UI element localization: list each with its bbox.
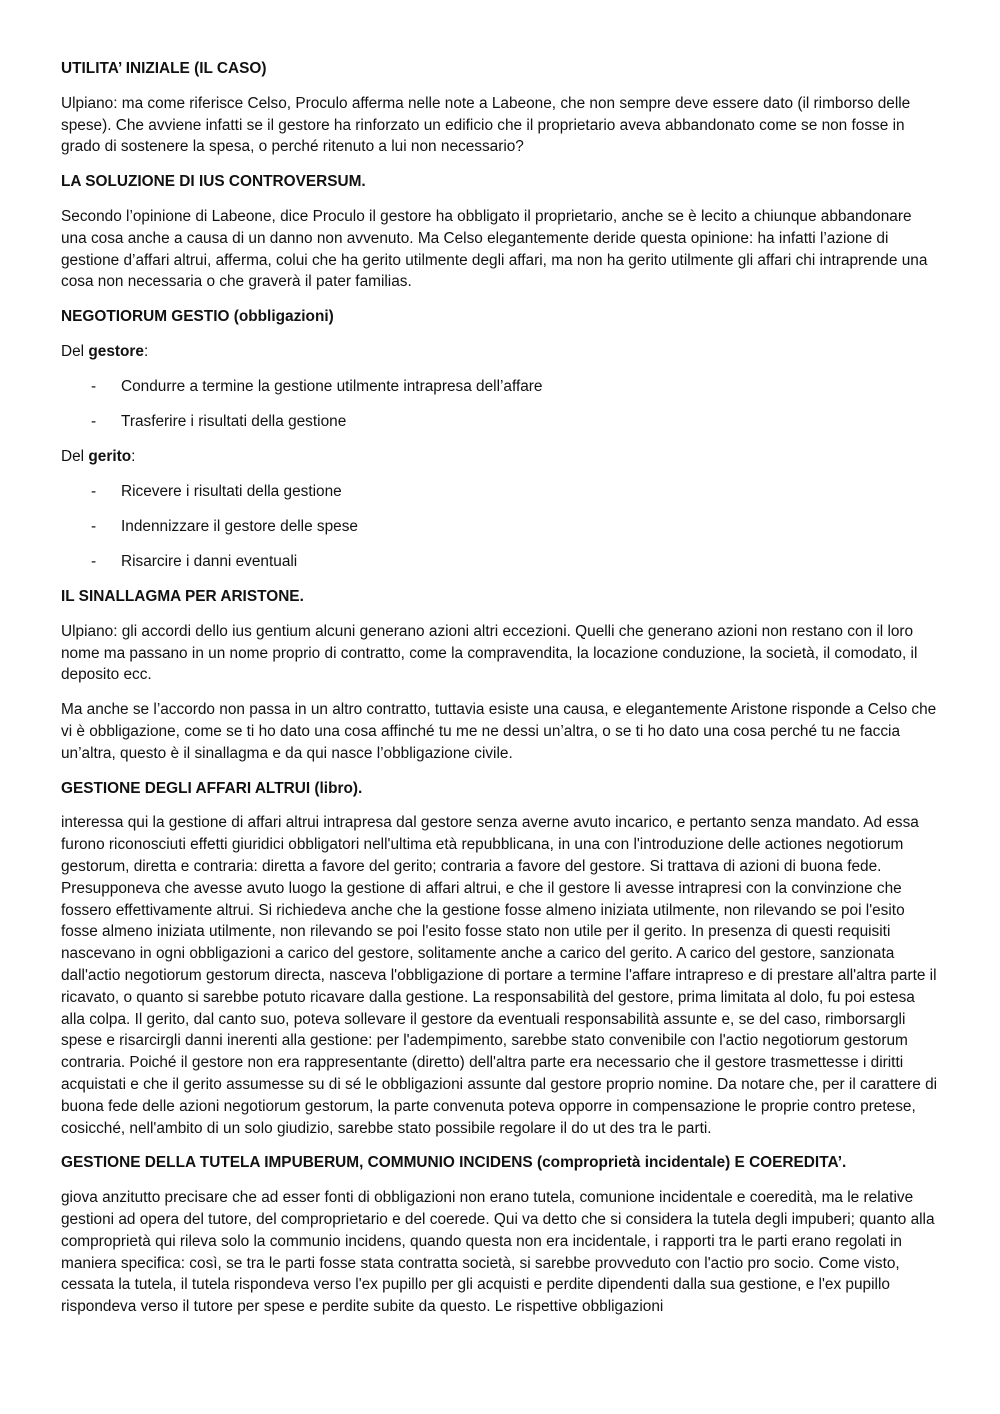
- label-prefix: Del: [61, 342, 89, 360]
- heading-tutela-part-a: GESTIONE DELLA TUTELA IMPUBERUM, COMMUNIO INCIDENS: [61, 1154, 533, 1172]
- list-item: [61, 376, 939, 398]
- list-obbligazioni-gerito: [61, 481, 939, 573]
- heading-gestione-affari-altrui-main: GESTIONE DEGLI AFFARI ALTRUI: [61, 779, 311, 797]
- paragraph-aristone-celso: Ma anche se l’accordo non passa in un altro contratto, tuttavia esiste una causa, e elegantemente Aristone risponde a Celso che vi è obbligazione, come se ti ho dato una cosa affinché tu me ne dessi un’altra, o se ti ho dato una cosa perché tu ne faccia un’altra, questo è il sinallagma e da qui nasce l’obbligazione civile.: [61, 701, 937, 762]
- heading-tutela-part-c: E COEREDITA’.: [730, 1154, 847, 1172]
- label-del-gestore: [61, 341, 939, 363]
- paragraph-accordi-ius-gentium: Ulpiano: gli accordi dello ius gentium alcuni generano azioni altri eccezioni. Quelli che generano azioni non restano con il loro nome ma passano in un nome proprio di contratto, come la compravendita, la locazione conduzione, la società, il comodato, il deposito ecc.: [61, 622, 918, 684]
- heading-negotiorum-gestio: [61, 306, 939, 328]
- dash-bullet: -: [91, 482, 97, 500]
- paragraph-gestione-affari-altrui: interessa qui la gestione di affari altrui intrapresa dal gestore senza averne avuto incarico, e pertanto senza mandato. Ad essa furono riconosciuti effetti giuridici obbligatori nell'ultima età repubblicana, in una con l'introduzione delle actiones negotiorum gestorum, diretta e contraria: diretta a favore del gerito; contraria a favore del gestore. Si trattava di azioni di buona fede. Presupponeva che avesse avuto luogo la gestione di affari altrui, e che il gestore li avesse intrapresi con la convinzione che fossero effettivamente altrui. Si richiedeva anche che la gestione fosse almeno iniziata utilmente, non rilevando se poi l'esito fosse almeno iniziata utilmente, non rilevando se poi l'esito fosse stato non utile per il gerito. In presenza di questi requisiti nascevano in ogni obbligazioni a carico del gestore, solitamente anche a carico del gerito. A carico del gestore, sanzionata dall'actio negotiorum gestorum directa, nasceva l'obbligazione di portare a termine l'affare intrapreso e di prestare all'altra parte il ricavato, o quanto si sarebbe potuto ricavare dalla gestione. La responsabilità del gestore, prima limitata al dolo, fu poi estesa alla colpa. Il gerito, dal canto suo, poteva sollevare il gestore da eventuali responsabilità assunte e, se del caso, rimborsargli spese e risarcirgli danni inerenti alla gestione: per l'adempimento, sarebbe stato convenibile con l'actio negotiorum gestorum contraria. Poiché il gestore non era rappresentante (diretto) dell'altra parte era necessario che il gestore trasmettesse i diritti acquistati e che il gerito assumesse su di sé le obbligazioni assunte dal gestore proprio nomine. Da notare che, per il carattere di buona fede delle azioni negotiorum gestorum, la parte convenuta poteva opporre in compensazione le proprie contro pretese, cosicché, nell'ambito di un solo giudizio, sarebbe stato possibile regolare il do ut des tra le parti.: [61, 814, 938, 1137]
- label-del-gerito: [61, 446, 939, 468]
- list-obbligazioni-gestore: [61, 376, 939, 433]
- label-word-gerito: gerito: [88, 447, 132, 465]
- paragraph-ulpiano-celso: Ulpiano: ma come riferisce Celso, Proculo afferma nelle note a Labeone, che non sempre deve essere dato (il rimborso delle spese). Che avviene infatti se il gestore ha rinforzato un edificio che il proprietario aveva abbandonato come se non fosse in grado di sostenere la spesa, o perché ritenuto a lui non necessario?: [61, 94, 911, 156]
- heading-tutela-part-b: (comproprietà incidentale): [532, 1154, 731, 1172]
- paragraph-tutela-comunione-coeredita: giova anzitutto precisare che ad esser fonti di obbligazioni non erano tutela, comunione incidentale e coeredità, ma le relative gestioni ad opera del tutore, del comproprietario e del coerede. Qui va detto che si considera la tutela degli impuberi; quanto alla comproprietà qui rileva solo la communio incidens, quando questa non era incidentale, i rapporti tra le parti erano regolati in maniera specifica: così, se tra le parti fosse stata contratta società, si sarebbe provveduto con l'actio pro socio. Come visto, cessata la tutela, il tutela rispondeva verso l'ex pupillo per gli acquisti e perdite dipendenti dalla sua gestione, e l'ex pupillo rispondeva verso il tutore per spese e perdite subite da questo. Le rispettive obbligazioni: [61, 1189, 935, 1316]
- list-item-text: Ricevere i risultati della gestione: [121, 482, 342, 500]
- heading-ius-controversum: LA SOLUZIONE DI IUS CONTROVERSUM.: [61, 173, 366, 191]
- list-item-text: Trasferire i risultati della gestione: [121, 413, 347, 431]
- heading-gestione-affari-altrui-sub: (libro).: [310, 779, 363, 797]
- label-word-gestore: gestore: [88, 342, 144, 360]
- paragraph-labeone-opinione: Secondo l’opinione di Labeone, dice Proculo il gestore ha obbligato il proprietario, anche se è lecito a chiunque abbandonare una cosa anche a causa di un danno non avvenuto. Ma Celso elegantemente deride questa opinione: ha infatti l’azione di gestione d’affari altrui, afferma, colui che ha gerito utilmente degli affari, ma non ha gerito utilmente gli affari chi intraprende una cosa non necessaria o che graverà il pater familias.: [61, 207, 928, 291]
- label-suffix: :: [143, 342, 149, 360]
- dash-bullet: -: [91, 413, 97, 431]
- heading-negotiorum-gestio-sub: (obbligazioni): [229, 308, 334, 326]
- label-prefix: Del: [61, 447, 89, 465]
- list-item: [61, 411, 939, 433]
- heading-tutela-communio-coeredita: [61, 1152, 939, 1174]
- list-item-text: Condurre a termine la gestione utilmente intrapresa dell’affare: [121, 377, 543, 395]
- dash-bullet: -: [91, 553, 97, 571]
- heading-gestione-affari-altrui: [61, 778, 939, 800]
- document-page: [61, 58, 939, 1331]
- dash-bullet: -: [91, 377, 97, 395]
- list-item: [61, 516, 939, 538]
- list-item-text: Indennizzare il gestore delle spese: [121, 517, 358, 535]
- dash-bullet: -: [91, 517, 97, 535]
- heading-negotiorum-gestio-main: NEGOTIORUM GESTIO: [61, 308, 230, 326]
- heading-utilita-iniziale: UTILITA’ INIZIALE (IL CASO): [61, 60, 267, 77]
- list-item: [61, 551, 939, 573]
- list-item-text: Risarcire i danni eventuali: [121, 553, 298, 571]
- heading-sinallagma-aristone: IL SINALLAGMA PER ARISTONE.: [61, 588, 304, 606]
- label-suffix: :: [131, 447, 136, 465]
- list-item: [61, 481, 939, 503]
